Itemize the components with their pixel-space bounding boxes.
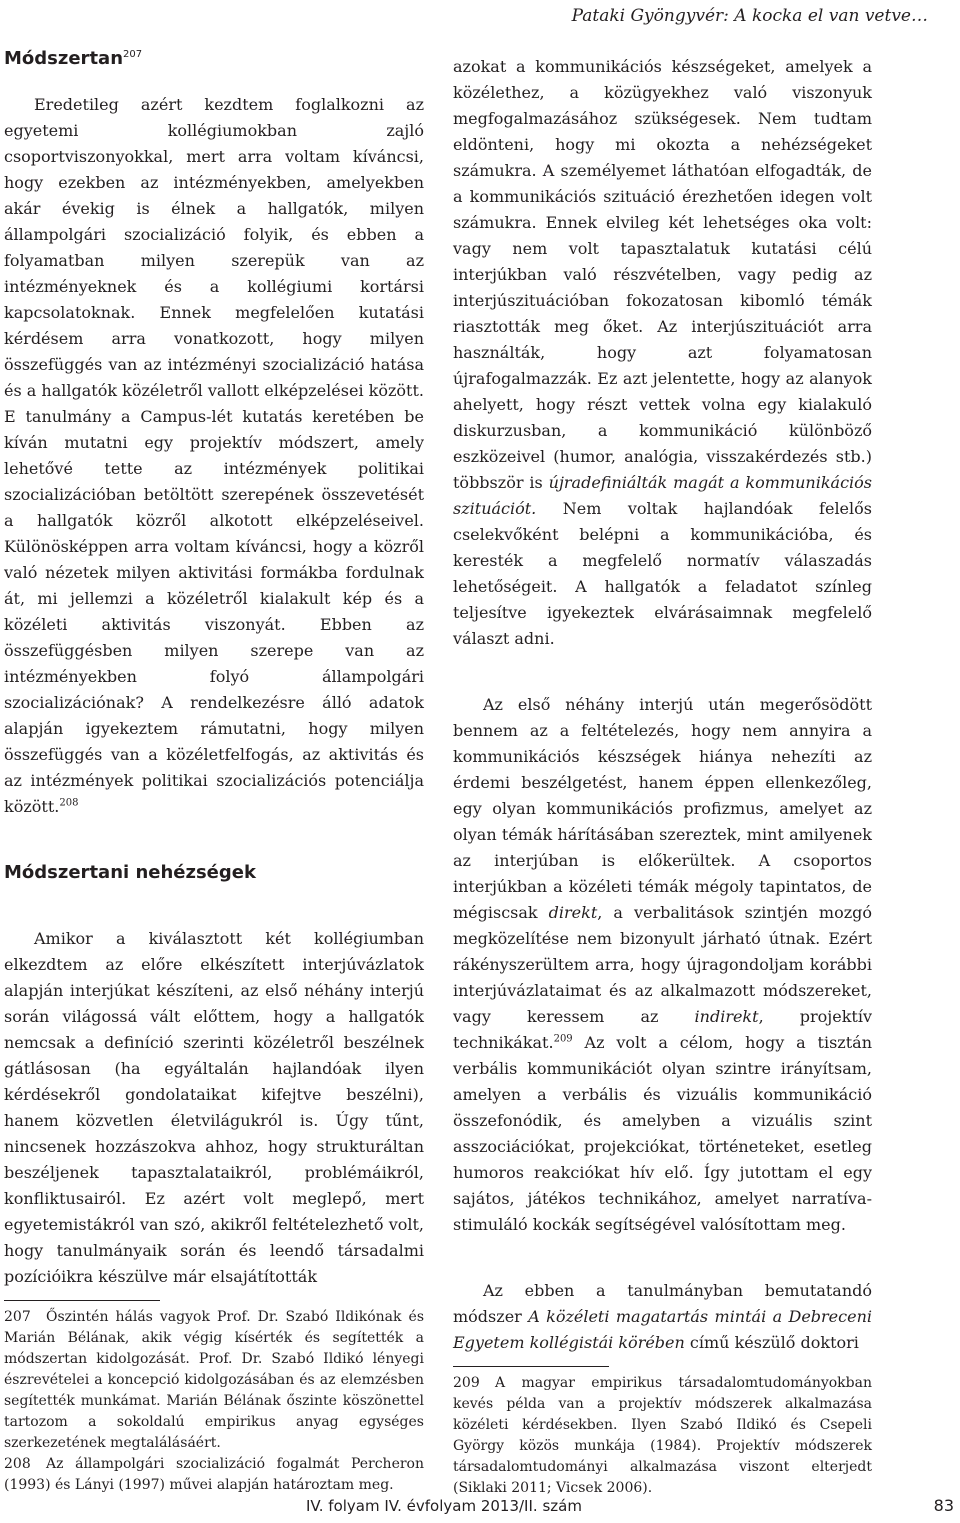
paragraph-text: című készülő doktori xyxy=(689,1333,859,1352)
italic-text: újradefiniálták magát a kommunikációs szituációt. xyxy=(453,473,872,518)
paragraph-text: Az első néhány interjú után megerősödött bennem az a feltételezés, hogy nem annyira a kommunikációs készségek hiánya nehezíti az érdemi beszélgetést, hanem éppen ellenkezőleg, egy olyan kommunikációs profizmus, amelyet az olyan témák hárításában szereztek, mint amilyenek az interjúban is előkerültek. A csoportos interjúkban a közéleti témák mégoly tapintatos, de mégiscsak xyxy=(453,695,872,922)
paragraph xyxy=(4,92,424,820)
left-column xyxy=(4,46,424,1496)
footnote-ref-208[interactable]: 208 xyxy=(59,797,79,809)
paragraph-text: , projektív technikákat. xyxy=(453,1007,872,1052)
footnote-208 xyxy=(4,1454,424,1496)
footnote-divider xyxy=(453,1366,609,1367)
italic-text: A közéleti magatartás mintái a Debreceni Egyetem kollégistái körében xyxy=(453,1307,872,1352)
footnote-ref-209[interactable]: 209 xyxy=(553,1033,573,1045)
section-heading-methodology xyxy=(4,46,424,72)
italic-text: direkt xyxy=(548,903,598,922)
footnote-ref-207[interactable]: 207 xyxy=(123,49,143,60)
running-head: Pataki Gyöngyvér: A kocka el van vetve… xyxy=(571,6,928,26)
footnote-text: Az állampolgári szocializáció fogalmát Percheron (1993) és Lányi (1997) művei alapján határoztam meg. xyxy=(4,1456,424,1493)
section-heading-difficulties: Módszertani nehézségek xyxy=(4,862,256,883)
footnote-209 xyxy=(453,1373,872,1499)
paragraph-text: Nem voltak hajlandóak felelős cselekvőként belépni a kommunikációba, és keresték a megfelelő normatív válaszadás lehetőségeit. A hallgatók a feladatot színleg teljesítve igyekeztek elvárásaimnak megfelelő választ adni. xyxy=(453,499,872,648)
paragraph xyxy=(453,54,872,652)
footnote-number: 208 xyxy=(4,1456,31,1472)
footnote-text: A magyar empirikus társadalomtudományokban kevés példa van a projektív módszerek alkalmazása közéleti kérdésekben. Ilyen Szabó Ildikó és Csepeli György közös munkája (1984). Projektív módszerek társadalomtudományi alkalmazása viszont elterjedt (Siklaki 2011; Vicsek 2006). xyxy=(453,1375,872,1496)
paragraph-text: Az volt a célom, hogy a tisztán verbális kommunikációt olyan szintre irányítsam, amelyen a verbális és vizuális kommunikáció összefonódik, és amelyben a vizuális szint asszociációkat, projekciókat, történeteket, esetleg humoros reakciókat hív elő. Így jutottam el egy sajátos, játékos technikához, amelyet narratíva-stimuláló kockák segítségével valósítottam meg. xyxy=(453,1033,872,1234)
paragraph xyxy=(453,692,872,1238)
footnote-number: 207 xyxy=(4,1309,31,1325)
paragraph-text: Az ebben a tanulmányban bemutatandó módszer xyxy=(453,1281,872,1326)
footnote-207 xyxy=(4,1307,424,1454)
paragraph xyxy=(453,1278,872,1356)
paragraph-text: Eredetileg azért kezdtem foglalkozni az egyetemi kollégiumokban zajló csoportviszonyokkal, mert arra voltam kíváncsi, hogy ezekben az intézményekben, amelyekben akár évekig is élnek a hallgatók, milyen állampolgári szocializáció folyik, és ebben a folyamatban milyen szerepük van az intézményeknek és a kollégiumi kortársi kapcsolatoknak. Ennek megfelelően kutatási kérdésem arra vonatkozott, hogy milyen összefüggés van az intézményi szocializáció hatása és a hallgatók közéletről vallott elképzelései között. E tanulmány a Campus-lét kutatás keretében be kíván mutatni egy projektív módszert, amely lehetővé tette az intézmények politikai szocializációban betöltött szerepének összevetését a hallgatók közről alkotott elképzeléseivel. Különösképpen arra voltam kíváncsi, hogy a közről való nézetek milyen aktivitási formákba fordulnak át, mi jellemzi a közéletről kialakult kép és a közéleti aktivitás viszonyát. Ebben az összefüggésben milyen szerepe van az intézményekben folyó állampolgári szocializációnak? A rendelkezésre álló adatok alapján igyekeztem rámutatni, hogy milyen összefüggés van a közéletfelfogás, az aktivitás és az intézmények politikai szocializációs potenciálja között. xyxy=(4,95,424,816)
italic-text: indirekt xyxy=(694,1007,759,1026)
heading-text: Módszertan xyxy=(4,48,124,69)
footnote-text: Őszintén hálás vagyok Prof. Dr. Szabó Ildikónak és Marián Bélának, akik végig kísérték és segítették a módszertan kidolgozását. Prof. Dr. Szabó Ildikó lényegi észrevételei a koncepció kidolgozásában és az elemzésben segítették munkámat. Marián Bélának őszinte köszönettel tartozom a sokoldalú empirikus anyag egységes szerkezetének megtalálásáért. xyxy=(4,1309,424,1451)
footnote-number: 209 xyxy=(453,1375,480,1391)
journal-footer: IV. folyam IV. évfolyam 2013/II. szám xyxy=(306,1497,582,1515)
footnote-divider xyxy=(4,1300,160,1301)
paragraph-text: , a verbalitások szintjén mozgó megközelítése nem bizonyult járható útnak. Ezért rákényszerültem arra, hogy újragondoljam korábbi interjúvázlataimat és az alkalmazott módszereket, vagy keressem az xyxy=(453,903,872,1026)
page-number: 83 xyxy=(933,1496,954,1515)
paragraph-text: azokat a kommunikációs készségeket, amelyek a közélethez, a közügyekhez való viszonyuk megfogalmazásához szükségesek. Nem tudtam eldönteni, hogy mi okozta a nehézségeket számukra. A személyemet láthatóan elfogadták, de a kommunikációs szituáció érezhetően idegen volt számukra. Ennek elvileg két lehetséges oka volt: vagy nem volt tapasztalatuk kutatási célú interjúkban való részvételben, vagy pedig az interjúszituációban fokozatosan kibomló témák riasztották meg őket. Az interjúszituációt arra használták, hogy azt folyamatosan újrafogalmazzák. Ez azt jelentette, hogy az alanyok ahelyett, hogy részt vettek volna egy kialakuló diskurzusban, a kommunikáció különböző eszközeivel (humor, analógia, visszakérdezés stb.) többször is xyxy=(453,57,872,492)
paragraph: Amikor a kiválasztott két kollégiumban elkezdtem az előre elkészített interjúvázlatok alapján interjúkat készíteni, az első néhány interjú során világossá vált előttem, hogy a hallgatók nemcsak a definíció szerinti közéletről beszélnek gátlásosan (ha egyáltalán hajlandóak ilyen kérdésekről gondolataikat kifejtve beszélni), hanem közvetlen életvilágukról is. Úgy tűnt, nincsenek hozzászokva ahhoz, hogy strukturáltan beszéljenek tapasztalataikról, problémáikról, konfliktusairól. Ez azért volt meglepő, mert egyetemistákról van szó, akikről feltételezhető volt, hogy tanulmányaik során és leendő társadalmi pozícióikra készülve már elsajátították xyxy=(4,929,424,1286)
right-column xyxy=(453,54,872,1499)
